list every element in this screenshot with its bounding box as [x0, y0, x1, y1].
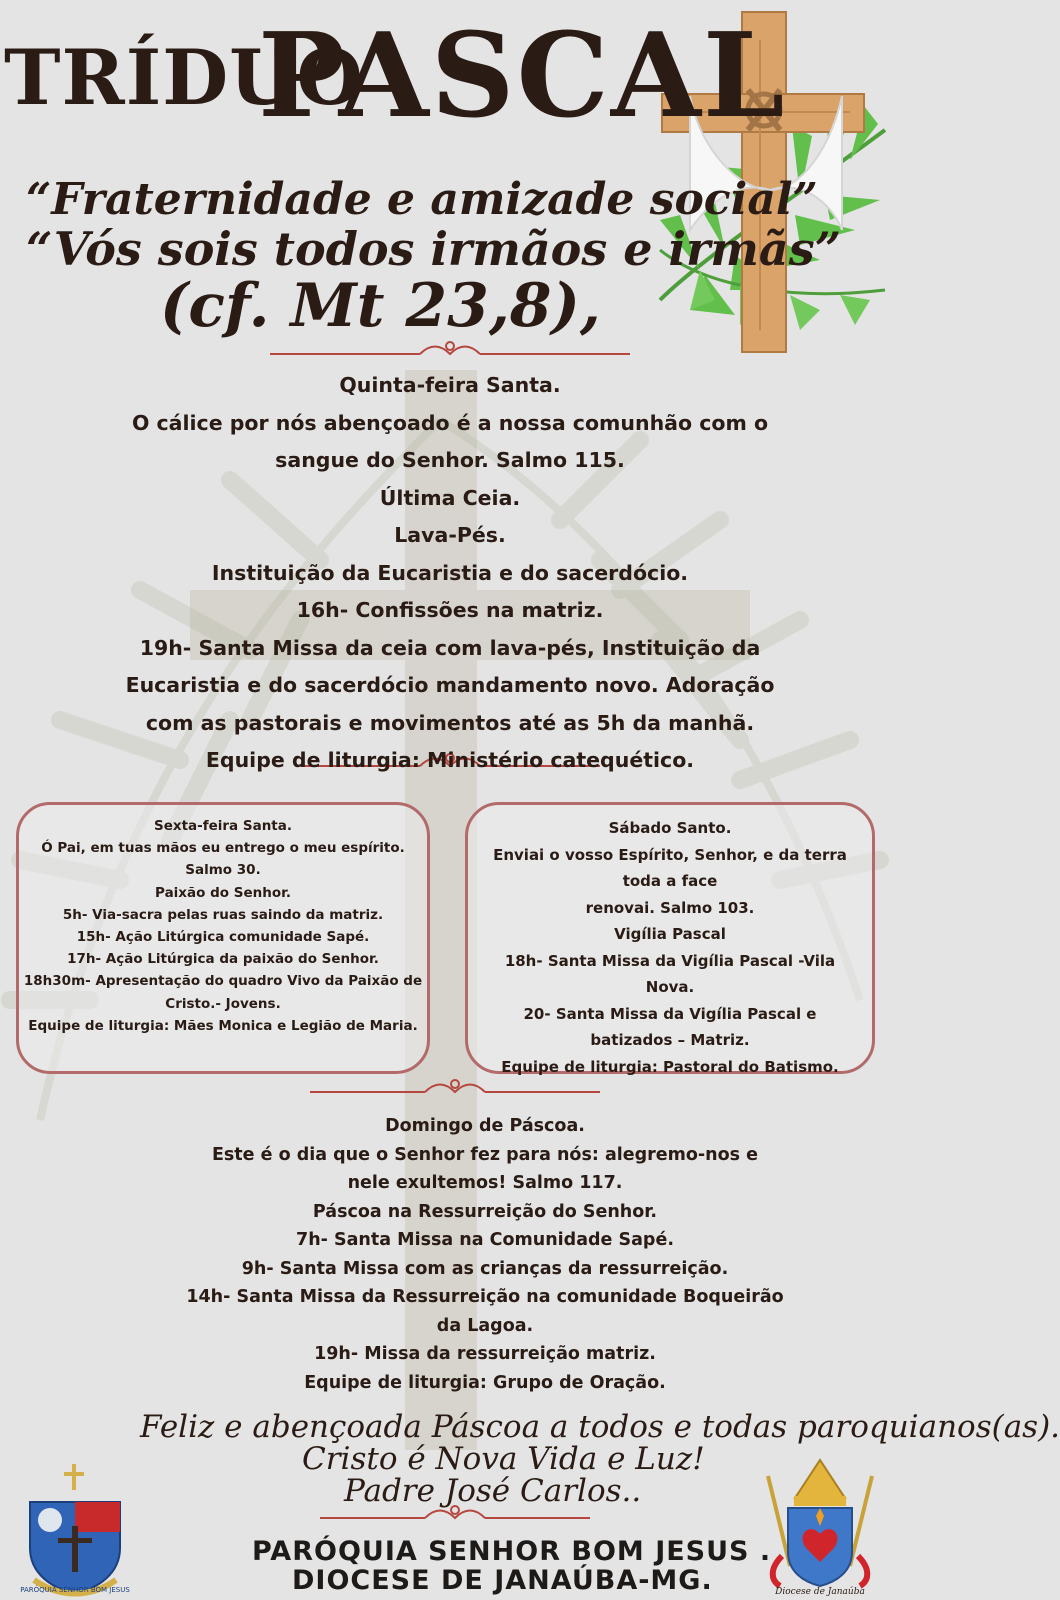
title-pascal: PASCAL	[258, 8, 787, 144]
friday-line: 17h- Ação Litúrgica da paixão do Senhor.	[67, 951, 379, 968]
parish-seal-text: PARÓQUIA SENHOR BOM JESUS	[20, 1586, 130, 1594]
saturday-line: Enviai o vosso Espírito, Senhor, e da terra	[493, 845, 847, 864]
sunday-section	[180, 1112, 790, 1397]
saturday-team: Equipe de liturgia: Pastoral do Batismo.	[501, 1057, 839, 1076]
thursday-heading: Quinta-feira Santa.	[339, 373, 561, 397]
ornament-divider-1	[270, 340, 630, 364]
closing-motto: Cristo é Nova Vida e Luz!	[302, 1441, 705, 1477]
friday-line: 5h- Via-sacra pelas ruas saindo da matriz.	[62, 906, 384, 923]
saturday-heading: Sábado Santo.	[608, 819, 732, 837]
parish-seal-logo	[20, 1462, 130, 1598]
ornament-divider-3	[310, 1078, 600, 1102]
footer-diocese: DIOCESE DE JANAÚBA-MG.	[292, 1565, 713, 1596]
friday-heading: Sexta-feira Santa.	[153, 818, 292, 834]
thursday-line: Lava-Pés.	[394, 523, 506, 547]
title-triduo: TRÍDUO	[4, 33, 364, 122]
friday-line: Cristo.- Jovens.	[165, 995, 281, 1012]
saturday-line: Nova.	[645, 978, 695, 996]
friday-line: Ó Pai, em tuas mãos eu entrego o meu espírito.	[41, 840, 405, 857]
sunday-line: Páscoa na Ressurreição do Senhor.	[312, 1201, 658, 1222]
friday-line: 15h- Ação Litúrgica comunidade Sapé.	[76, 929, 370, 946]
sunday-line: 14h- Santa Missa da Ressurreição na comunidade Boqueirão	[186, 1287, 784, 1307]
footer-parish: PARÓQUIA SENHOR BOM JESUS .	[252, 1536, 772, 1567]
closing-greeting: Feliz e abençoada Páscoa a todos e todas paroquianos(as).	[140, 1409, 1060, 1445]
friday-line: Salmo 30.	[185, 862, 261, 879]
sunday-line: nele exultemos! Salmo 117.	[347, 1173, 623, 1193]
saturday-box	[465, 802, 875, 1074]
sunday-line: da Lagoa.	[436, 1315, 534, 1336]
saturday-line: batizados – Matriz.	[590, 1031, 750, 1049]
friday-team: Equipe de liturgia: Mães Monica e Legião de Maria.	[28, 1017, 418, 1034]
friday-line: Paixão do Senhor.	[155, 884, 291, 901]
thursday-line: Eucaristia e do sacerdócio mandamento novo. Adoração	[125, 673, 775, 697]
thursday-line: sangue do Senhor. Salmo 115.	[275, 448, 625, 472]
thursday-line: Instituição da Eucaristia e do sacerdócio.	[211, 560, 689, 585]
sunday-line: Este é o dia que o Senhor fez para nós: alegremo-nos e	[211, 1144, 759, 1165]
diocese-seal-text: Diocese de Janaúba	[775, 1587, 865, 1597]
friday-box	[16, 802, 430, 1074]
thursday-line: 16h- Confissões na matriz.	[296, 598, 604, 622]
sunday-line: 7h- Santa Missa na Comunidade Sapé.	[296, 1230, 674, 1250]
saturday-line: 18h- Santa Missa da Vigília Pascal -Vila	[504, 951, 836, 970]
sunday-line: 9h- Santa Missa com as crianças da ressurreição.	[241, 1258, 729, 1279]
thursday-line: O cálice por nós abençoado é a nossa comunhão com o	[131, 410, 769, 435]
saturday-line: renovai. Salmo 103.	[585, 898, 755, 917]
closing-signature: Padre José Carlos..	[344, 1473, 642, 1509]
saturday-line: Vigília Pascal	[614, 925, 726, 943]
theme-line-2: “Vós sois todos irmãos e irmãs”	[26, 222, 842, 276]
thursday-line: com as pastorais e movimentos até as 5h da manhã.	[145, 710, 755, 735]
sunday-heading: Domingo de Páscoa.	[385, 1116, 585, 1136]
friday-line: 18h30m- Apresentação do quadro Vivo da Paixão de	[23, 973, 423, 990]
theme-citation: (cf. Mt 23,8),	[160, 271, 601, 341]
thursday-section	[60, 367, 840, 780]
saturday-line: toda a face	[622, 872, 718, 890]
diocese-seal-logo	[760, 1456, 880, 1596]
thursday-line: Última Ceia.	[379, 485, 521, 510]
sunday-team: Equipe de liturgia: Grupo de Oração.	[304, 1372, 666, 1393]
theme-line-1: “Fraternidade e amizade social”	[26, 174, 818, 225]
thursday-team: Equipe de liturgia: Ministério catequético.	[205, 748, 695, 772]
sunday-line: 19h- Missa da ressurreição matriz.	[314, 1344, 656, 1364]
saturday-line: 20- Santa Missa da Vigília Pascal e	[523, 1004, 817, 1023]
thursday-line: 19h- Santa Missa da ceia com lava-pés, Instituição da	[139, 635, 761, 660]
